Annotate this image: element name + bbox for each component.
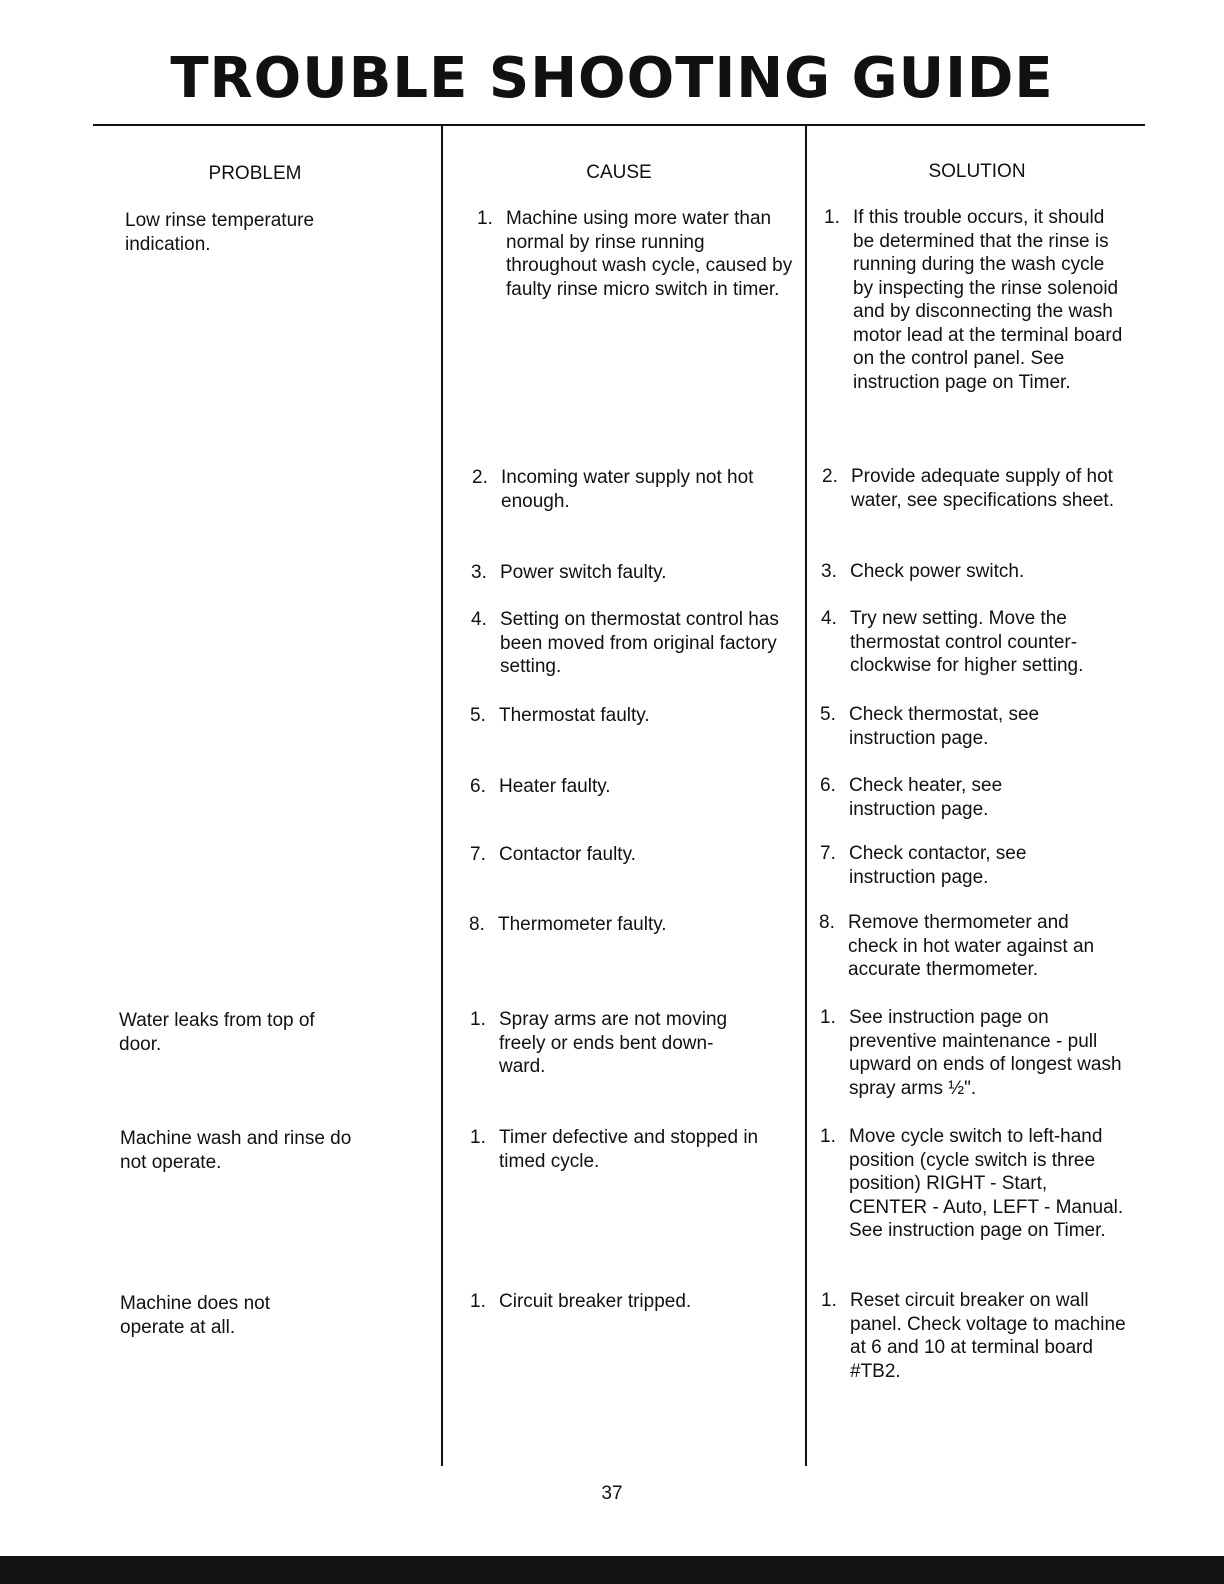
cause-text: Thermometer faulty. — [498, 914, 667, 935]
cause-text: Thermostat faulty. — [499, 705, 650, 726]
solution-text: If this trouble occurs, it should be determined that the rinse is running during the wash cycle by inspecting the rinse solenoid and by disconnecting the wash motor lead at the terminal board on the control panel. See instruction page on Timer. — [853, 207, 1123, 393]
page-title: TROUBLE SHOOTING GUIDE — [170, 46, 1054, 111]
solution-number: 8. — [819, 912, 835, 933]
page-number: 37 — [601, 1483, 623, 1504]
cause-text: Heater faulty. — [499, 776, 611, 797]
solution-text: Check heater, see instruction page. — [849, 775, 1003, 820]
cause-number: 1. — [470, 1009, 486, 1030]
solution-number: 2. — [822, 466, 838, 487]
column-divider-right — [805, 125, 807, 1466]
cause-number: 2. — [472, 467, 488, 488]
solution-number: 3. — [821, 561, 837, 582]
solution-number: 1. — [820, 1126, 836, 1147]
cause-text: Contactor faulty. — [499, 844, 636, 865]
cause-text: Timer defective and stopped in timed cycle. — [499, 1127, 759, 1172]
solution-text: See instruction page on preventive maintenance - pull upward on ends of longest wash spray arms ½". — [849, 1007, 1122, 1099]
solution-header: SOLUTION — [928, 161, 1026, 182]
solution-text: Check contactor, see instruction page. — [849, 843, 1027, 888]
cause-number: 6. — [470, 776, 486, 797]
solution-number: 1. — [824, 207, 840, 228]
cause-text: Spray arms are not moving freely or ends bent down-ward. — [499, 1009, 728, 1077]
solution-text: Remove thermometer and check in hot water against an accurate thermometer. — [848, 912, 1095, 980]
cause-number: 7. — [470, 844, 486, 865]
solution-number: 1. — [821, 1290, 837, 1311]
title-rule — [93, 124, 1145, 126]
cause-number: 1. — [470, 1291, 486, 1312]
solution-number: 6. — [820, 775, 836, 796]
problem-machine-not-operate: Machine does not operate at all. — [120, 1293, 270, 1338]
problem-water-leaks: Water leaks from top of door. — [119, 1010, 315, 1055]
solution-text: Check power switch. — [850, 561, 1025, 582]
solution-text: Provide adequate supply of hot water, see specifications sheet. — [851, 466, 1114, 511]
solution-text: Try new setting. Move the thermostat control counter-clockwise for higher setting. — [850, 608, 1084, 676]
cause-text: Setting on thermostat control has been moved from original factory setting. — [500, 609, 779, 677]
cause-text: Machine using more water than normal by rinse running throughout wash cycle, caused by faulty rinse micro switch in timer. — [506, 208, 793, 300]
problem-low-rinse-temperature: Low rinse temperature indication. — [125, 210, 315, 255]
scan-edge-bar — [0, 1556, 1224, 1584]
cause-number: 1. — [470, 1127, 486, 1148]
solution-number: 1. — [820, 1007, 836, 1028]
solution-number: 5. — [820, 704, 836, 725]
solution-number: 4. — [821, 608, 837, 629]
solution-text: Reset circuit breaker on wall panel. Check voltage to machine at 6 and 10 at terminal board #TB2. — [850, 1290, 1126, 1382]
solution-text: Check thermostat, see instruction page. — [849, 704, 1040, 749]
cause-text: Incoming water supply not hot enough. — [501, 467, 754, 512]
cause-number: 8. — [469, 914, 485, 935]
problem-wash-rinse-not-operate: Machine wash and rinse do not operate. — [120, 1128, 352, 1173]
solution-number: 7. — [820, 843, 836, 864]
cause-number: 1. — [477, 208, 493, 229]
cause-text: Power switch faulty. — [500, 562, 667, 583]
cause-header: CAUSE — [586, 162, 652, 183]
column-divider-left — [441, 125, 443, 1466]
cause-number: 4. — [471, 609, 487, 630]
cause-text: Circuit breaker tripped. — [499, 1291, 692, 1312]
cause-number: 3. — [471, 562, 487, 583]
solution-text: Move cycle switch to left-hand position (cycle switch is three position) RIGHT - Start, CENTER - Auto, LEFT - Manual. See instruction page on Timer. — [849, 1126, 1124, 1241]
problem-header: PROBLEM — [208, 163, 302, 184]
cause-number: 5. — [470, 705, 486, 726]
